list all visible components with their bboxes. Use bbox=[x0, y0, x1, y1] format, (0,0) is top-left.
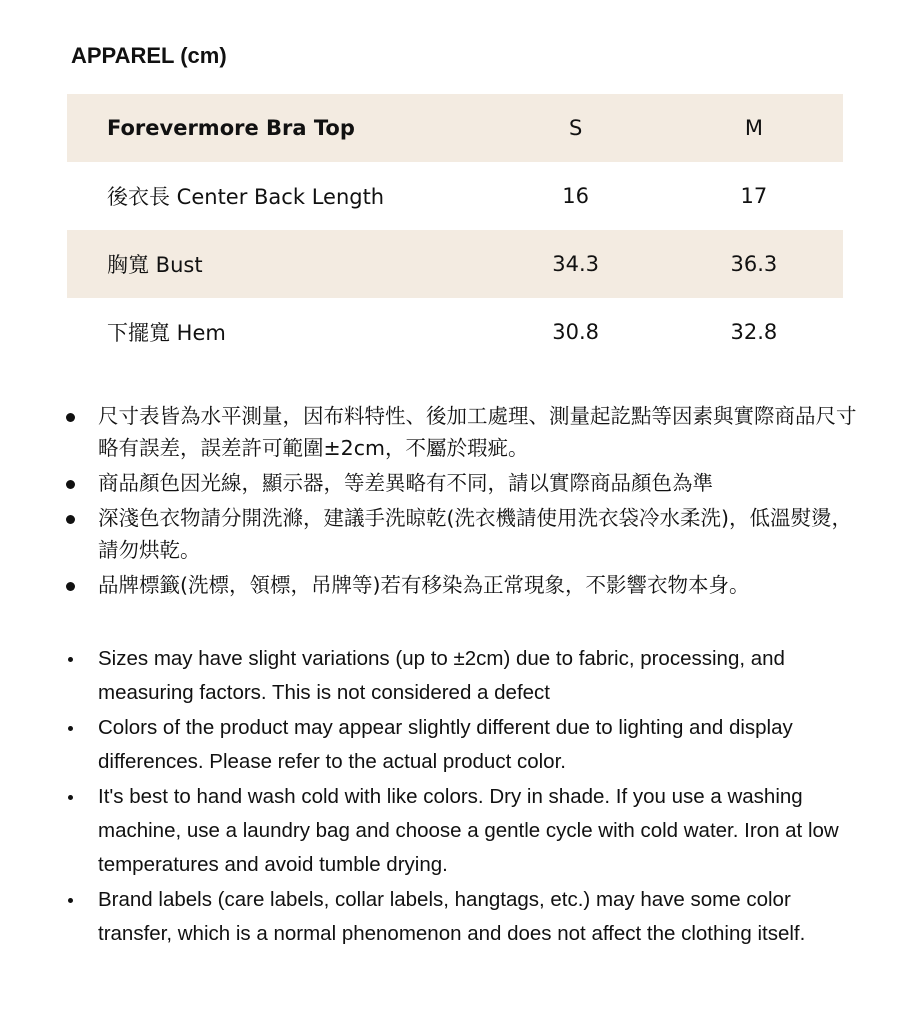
list-item: 品牌標籤(洗標，領標，吊牌等)若有移染為正常現象，不影響衣物本身。 bbox=[60, 569, 860, 601]
value-m: 17 bbox=[740, 184, 768, 208]
list-item: Colors of the product may appear slightly different due to lighting and display differences. Please refer to the actual product color. bbox=[60, 711, 860, 779]
bullet-icon bbox=[68, 657, 73, 662]
bullet-icon bbox=[66, 515, 75, 524]
table-row bbox=[67, 230, 843, 298]
value-m: 36.3 bbox=[665, 230, 843, 298]
list-item: 商品顏色因光線，顯示器，等差異略有不同，請以實際商品顏色為準 bbox=[60, 467, 860, 499]
list-item: Sizes may have slight variations (up to ±2cm) due to fabric, processing, and measuring factors. This is not considered a defect bbox=[60, 642, 860, 710]
row-label: 後衣長 Center Back Length bbox=[107, 185, 385, 209]
bullet-icon bbox=[68, 898, 73, 903]
bullet-icon bbox=[68, 726, 73, 731]
care-notes-chinese bbox=[60, 400, 860, 604]
bullet-icon bbox=[66, 582, 75, 591]
bullet-icon bbox=[66, 413, 75, 422]
list-item: It's best to hand wash cold with like colors. Dry in shade. If you use a washing machine, use a laundry bag and choose a gentle cycle with cold water. Iron at low temperatures and avoid tumble drying. bbox=[60, 780, 860, 882]
section-title: APPAREL (cm) bbox=[71, 43, 227, 68]
value-s: 34.3 bbox=[487, 230, 665, 298]
list-item: 深淺色衣物請分開洗滌，建議手洗晾乾(洗衣機請使用洗衣袋冷水柔洗)，低溫熨燙，請勿烘乾。 bbox=[60, 502, 860, 566]
row-label: 下擺寬 Hem bbox=[107, 321, 226, 345]
product-name: Forevermore Bra Top bbox=[67, 94, 487, 162]
size-s-header: S bbox=[487, 94, 665, 162]
bullet-icon bbox=[68, 795, 73, 800]
size-m-header: M bbox=[665, 94, 843, 162]
size-chart-table bbox=[67, 94, 843, 366]
table-header-row bbox=[67, 94, 843, 162]
value-s: 30.8 bbox=[552, 320, 600, 344]
table-row bbox=[67, 162, 843, 230]
care-notes-english bbox=[60, 642, 860, 952]
table-row bbox=[67, 298, 843, 366]
row-label: 胸寬 Bust bbox=[67, 230, 487, 298]
list-item: Brand labels (care labels, collar labels, hangtags, etc.) may have some color transfer, which is a normal phenomenon and does not affect the clothing itself. bbox=[60, 883, 860, 951]
list-item: 尺寸表皆為水平測量，因布料特性、後加工處理、測量起訖點等因素與實際商品尺寸略有誤差，誤差許可範圍±2cm，不屬於瑕疵。 bbox=[60, 400, 860, 464]
value-s: 16 bbox=[562, 184, 589, 208]
value-m: 32.8 bbox=[730, 320, 778, 344]
bullet-icon bbox=[66, 480, 75, 489]
